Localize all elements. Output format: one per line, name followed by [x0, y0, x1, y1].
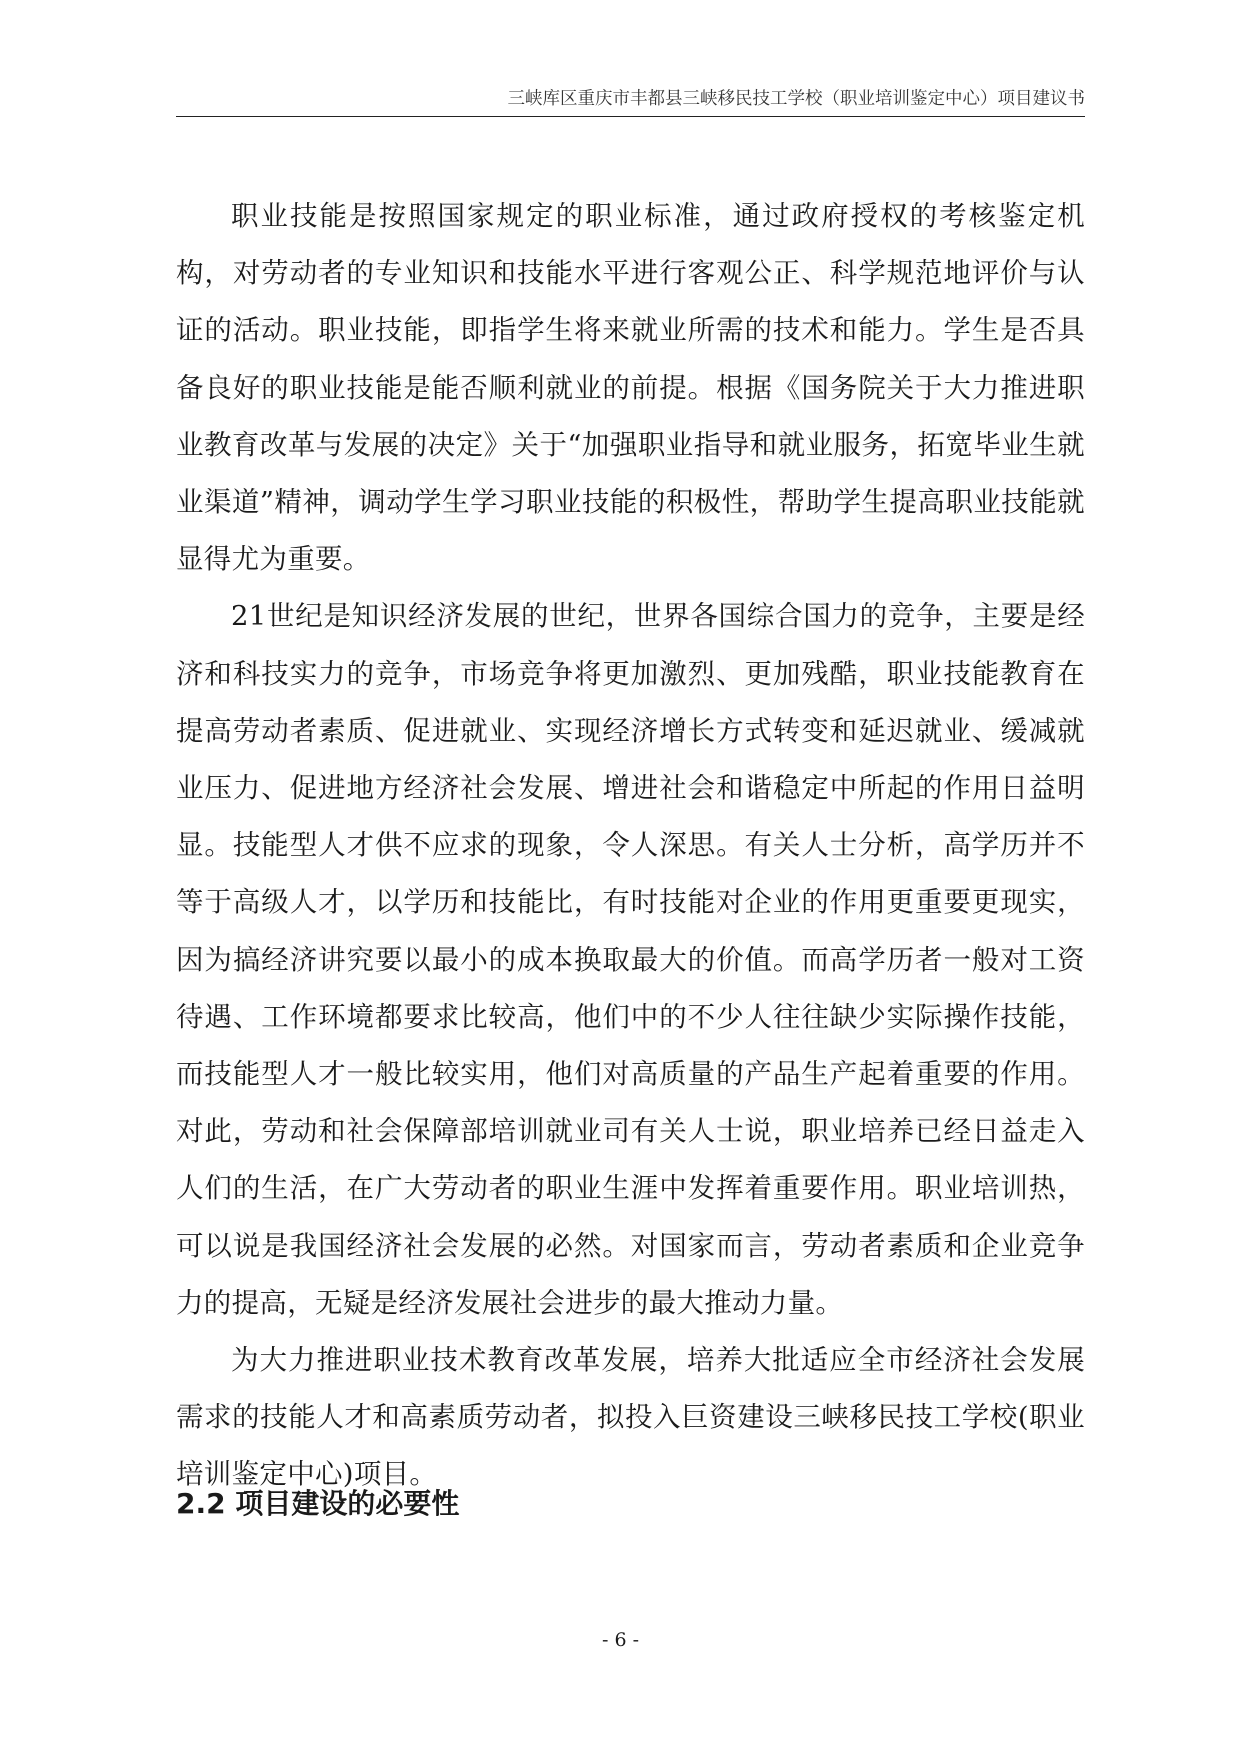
body-paragraph: 职业技能是按照国家规定的职业标准，通过政府授权的考核鉴定机构，对劳动者的专业知识和技能水平进行客观公正、科学规范地评价与认证的活动。职业技能，即指学生将来就业所需的技术和能力。学生是否具备良好的职业技能是能否顺利就业的前提。根据《国务院关于大力推进职业教育改革与发展的决定》关于“加强职业指导和就业服务，拓宽毕业生就业渠道”精神，调动学生学习职业技能的积极性，帮助学生提高职业技能就显得尤为重要。 — [176, 200, 1085, 576]
page-number: - 6 - — [601, 1629, 639, 1651]
body-paragraph: 为大力推进职业技术教育改革发展，培养大批适应全市经济社会发展需求的技能人才和高素质劳动者，拟投入巨资建设三峡移民技工学校(职业培训鉴定中心)项目。 — [176, 1344, 1085, 1491]
section-heading: 2.2 项目建设的必要性 — [176, 1487, 460, 1520]
body-paragraph: 21世纪是知识经济发展的世纪，世界各国综合国力的竞争，主要是经济和科技实力的竞争，市场竞争将更加激烈、更加残酷，职业技能教育在提高劳动者素质、促进就业、实现经济增长方式转变和延迟就业、缓减就业压力、促进地方经济社会发展、增进社会和谐稳定中所起的作用日益明显。技能型人才供不应求的现象，令人深思。有关人士分析，高学历并不等于高级人才，以学历和技能比，有时技能对企业的作用更重要更现实，因为搞经济讲究要以最小的成本换取最大的价值。而高学历者一般对工资待遇、工作环境都要求比较高，他们中的不少人往往缺少实际操作技能，而技能型人才一般比较实用，他们对高质量的产品生产起着重要的作用。对此，劳动和社会保障部培训就业司有关人士说，职业培养已经日益走入人们的生活，在广大劳动者的职业生涯中发挥着重要作用。职业培训热，可以说是我国经济社会发展的必然。对国家而言，劳动者素质和企业竞争力的提高，无疑是经济发展社会进步的最大推动力量。 — [176, 600, 1085, 1319]
page-header — [176, 88, 1085, 117]
document-body — [176, 188, 1085, 1504]
header-title: 三峡库区重庆市丰都县三峡移民技工学校（职业培训鉴定中心）项目建议书 — [507, 89, 1085, 109]
